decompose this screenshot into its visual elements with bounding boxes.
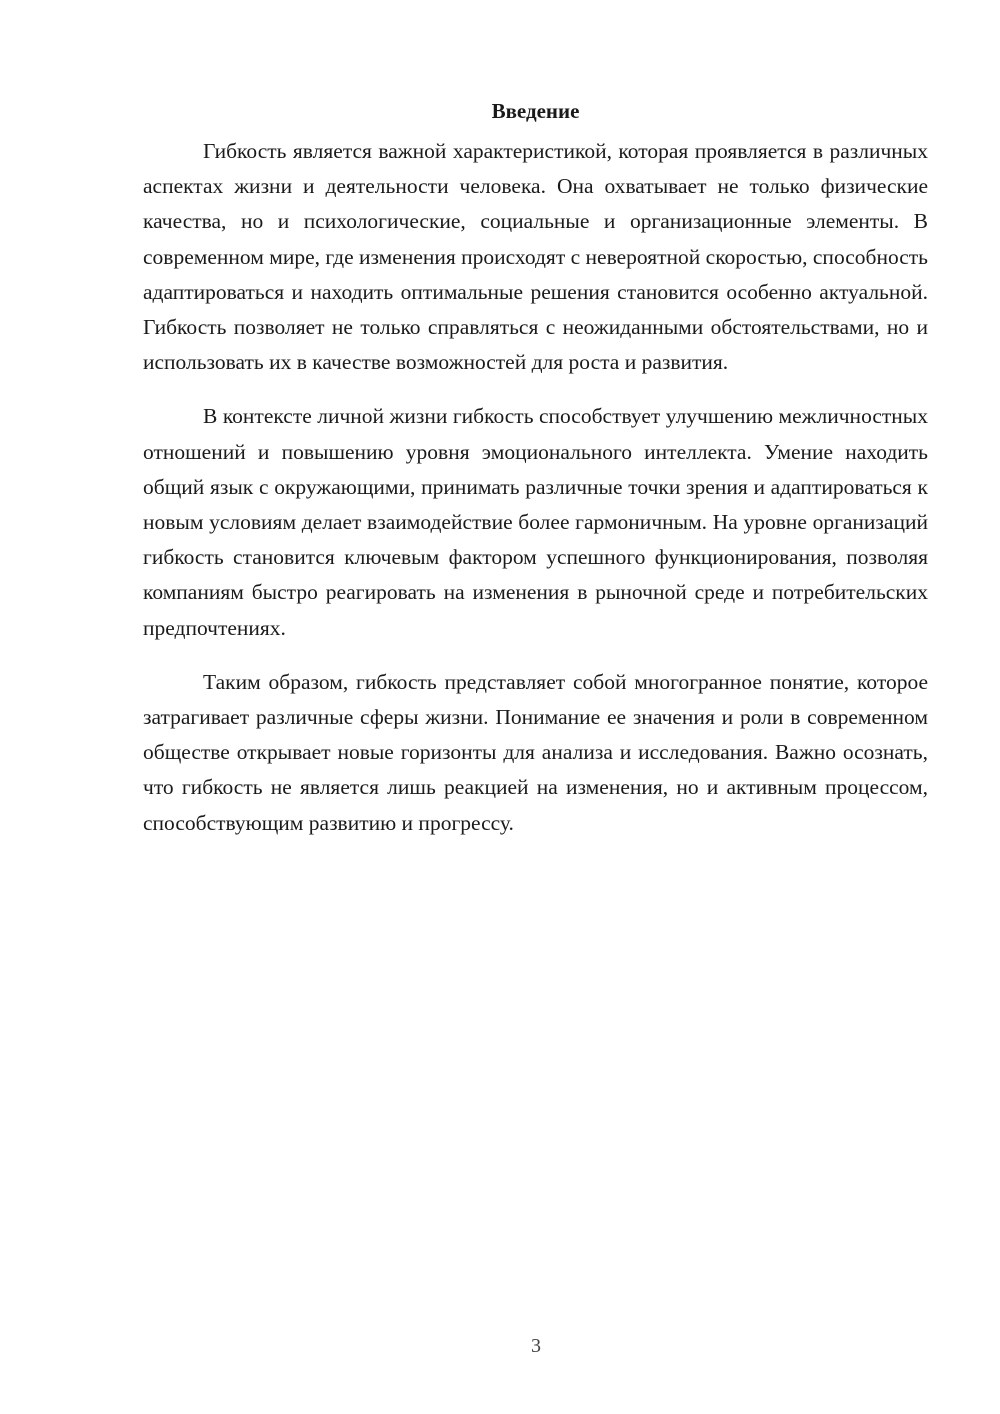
paragraph: Таким образом, гибкость представляет собой многогранное понятие, которое затрагивает различные сферы жизни. Понимание ее значения и роли в современном обществе открывает новые горизонты для анализа и исследования. Важно осознать, что гибкость не является лишь реакцией на изменения, но и активным процессом, способствующим развитию и прогрессу. xyxy=(143,669,928,835)
paragraph: Гибкость является важной характеристикой, которая проявляется в различных аспектах жизни и деятельности человека. Она охватывает не только физические качества, но и психологические, социальные и организационные элементы. В современном мире, где изменения происходят с невероятной скоростью, способность адаптироваться и находить оптимальные решения становится особенно актуальной. Гибкость позволяет не только справляться с неожиданными обстоятельствами, но и использовать их в качестве возможностей для роста и развития. xyxy=(143,139,928,375)
paragraph: В контексте личной жизни гибкость способствует улучшению межличностных отношений и повышению уровня эмоционального интеллекта. Умение находить общий язык с окружающими, принимать различные точки зрения и адаптироваться к новым условиям делает взаимодействие более гармоничным. На уровне организаций гибкость становится ключевым фактором успешного функционирования, позволяя компаниям быстро реагировать на изменения в рыночной среде и потребительских предпочтениях. xyxy=(143,404,928,640)
section-title: Введение xyxy=(491,99,580,123)
page-content xyxy=(143,96,928,860)
page-number: 3 xyxy=(531,1335,541,1357)
